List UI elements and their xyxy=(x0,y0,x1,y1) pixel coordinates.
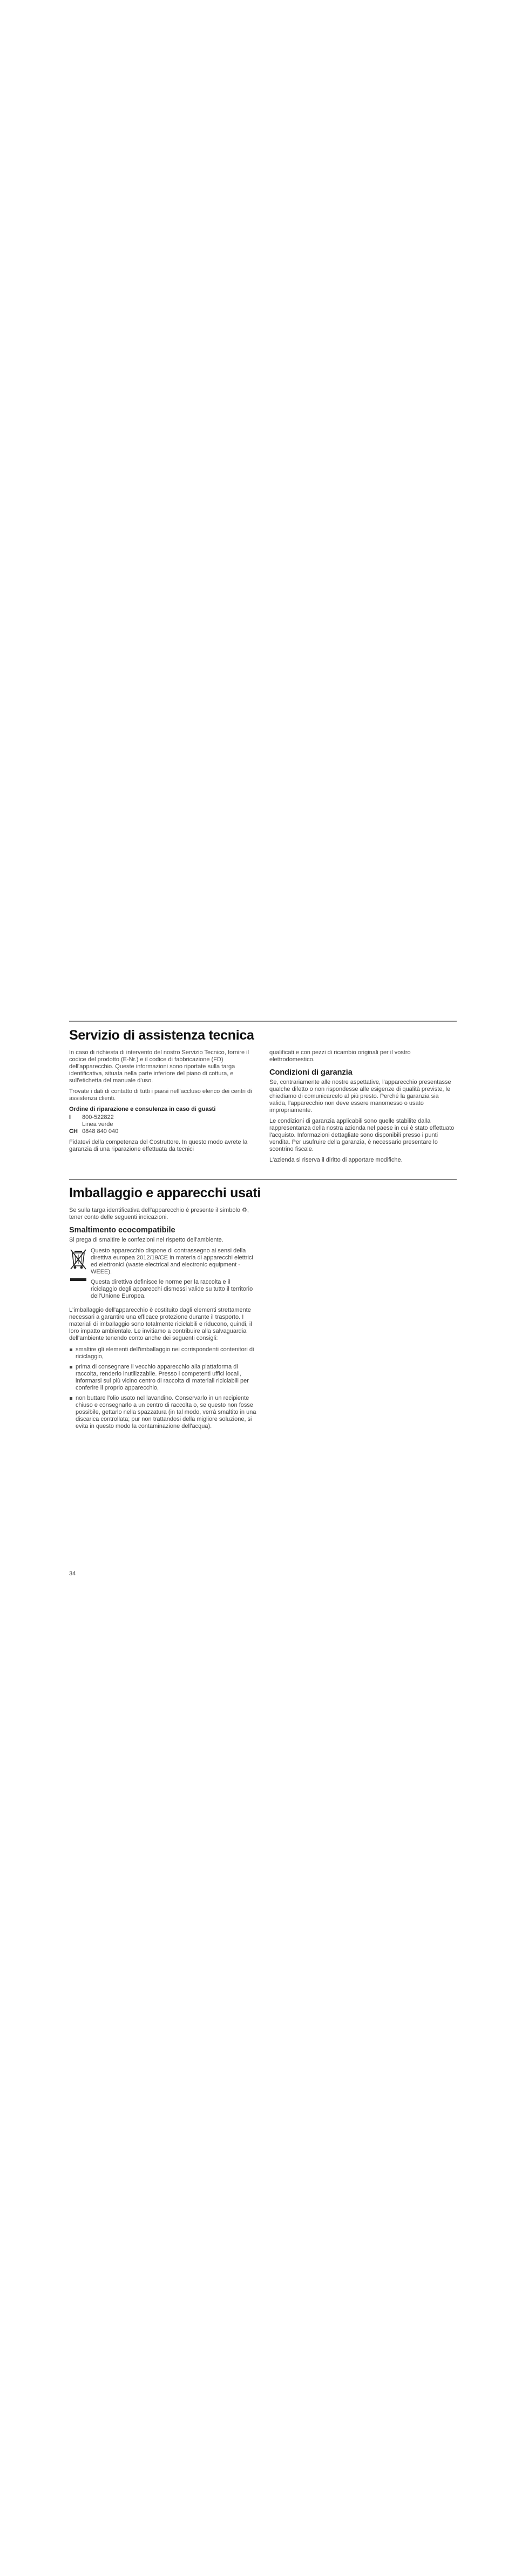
contact-row xyxy=(69,1128,258,1135)
weee-text xyxy=(91,1247,258,1303)
packaging-paragraph: Si prega di smaltire le confezioni nel rispetto dell'ambiente. xyxy=(69,1237,223,1243)
section-title-service: Servizio di assistenza tecnica xyxy=(69,1028,254,1043)
service-paragraph: qualificati e con pezzi di ricambio originali per il vostro elettrodomestico. xyxy=(269,1049,411,1063)
weee-block xyxy=(69,1247,258,1303)
weee-paragraph: Questa direttiva definisce le norme per la raccolta e il riciclaggio degli apparecchi dismessi valide su tutto il territorio dell'Unione Europea. xyxy=(91,1279,253,1299)
section-rule-service xyxy=(69,1021,457,1022)
warranty-heading: Condizioni di garanzia xyxy=(269,1068,353,1077)
contact-note: Linea verde xyxy=(82,1121,113,1128)
service-paragraph: In caso di richiesta di intervento del nostro Servizio Tecnico, fornire il codice del prodotto (E-Nr.) e il codice di fabbricazione (FD) dell'apparecchio. Queste informazioni sono riportate sulla targa identificativa, situata nella parte inferiore del piano di cottura, e sull'etichetta del manuale d'uso. xyxy=(69,1049,249,1084)
crossed-out-wheeled-bin-icon xyxy=(69,1247,91,1289)
packaging-paragraph: L'imballaggio dell'apparecchio è costituito dagli elementi strettamente necessari a garantire una efficace protezione durante il trasporto. I materiali di imballaggio sono totalmente riciclabili e riducono, quindi, il loro impatto ambientale. Le invitiamo a contribuire alla salvaguardia dell'ambiente tenendo conto anche dei seguenti consigli: xyxy=(69,1307,252,1341)
packaging-intro: Se sulla targa identificativa dell'apparecchio è presente il simbolo ♻, tener conto delle seguenti indicazioni. xyxy=(69,1207,249,1220)
contact-country: CH xyxy=(69,1128,78,1135)
service-right-column xyxy=(269,1049,457,1168)
list-item: non buttare l'olio usato nel lavandino. Conservarlo in un recipiente chiuso e consegnarlo a un centro di raccolta o, se questo non fosse possibile, gettarlo nella spazzatura (in tal modo, verrà smaltito in una discarica controllata; pur non trattandosi della migliore soluzione, si evita in questo modo la contaminazione dell'acqua). xyxy=(69,1395,258,1430)
disposal-heading: Smaltimento ecocompatibile xyxy=(69,1226,175,1235)
weee-paragraph: Questo apparecchio dispone di contrassegno ai sensi della direttiva europea 2012/19/CE in materia di apparecchi elettrici ed elettronici (waste electrical and electronic equipment - WEEE). xyxy=(91,1247,253,1275)
warranty-paragraph: L'azienda si riserva il diritto di apportare modifiche. xyxy=(269,1157,403,1163)
advice-list xyxy=(69,1346,258,1430)
list-item: smaltire gli elementi dell'imballaggio nei corrispondenti contenitori di riciclaggio, xyxy=(69,1346,258,1360)
contact-country: I xyxy=(69,1114,71,1121)
contact-phone: 800-522822 xyxy=(82,1114,114,1121)
contact-row xyxy=(69,1121,258,1128)
packaging-column xyxy=(69,1207,258,1433)
service-left-column xyxy=(69,1049,258,1157)
service-paragraph: Trovate i dati di contatto di tutti i paesi nell'accluso elenco dei centri di assistenza clienti. xyxy=(69,1088,252,1102)
contact-phone: 0848 840 040 xyxy=(82,1128,119,1135)
page-number: 34 xyxy=(69,1570,76,1577)
contact-row xyxy=(69,1114,258,1121)
service-paragraph: Fidatevi della competenza del Costruttore. In questo modo avrete la garanzia di una riparazione effettuata da tecnici xyxy=(69,1139,248,1152)
contacts-heading: Ordine di riparazione e consulenza in caso di guasti xyxy=(69,1106,216,1112)
list-item: prima di consegnare il vecchio apparecchio alla piattaforma di raccolta, renderlo inutilizzabile. Presso i competenti uffici locali, informarsi sul più vicino centro di raccolta di materiali riciclabili per conferire il proprio apparecchio, xyxy=(69,1364,258,1392)
section-rule-packaging xyxy=(69,1179,457,1180)
section-title-packaging: Imballaggio e apparecchi usati xyxy=(69,1185,261,1201)
warranty-paragraph: Le condizioni di garanzia applicabili sono quelle stabilite dalla rappresentanza della nostra azienda nel paese in cui è stato effettuato l'acquisto. Informazioni dettagliate sono disponibili presso i punti vendita. Per usufruire della garanzia, è necessario presentare lo scontrino fiscale. xyxy=(269,1118,455,1152)
warranty-paragraph: Se, contrariamente alle nostre aspettative, l'apparecchio presentasse qualche difetto o non rispondesse alle esigenze di qualità previste, le chiediamo di comunicarcelo al più presto. Perché la garanzia sia valida, l'apparecchio non deve essere manomesso o usato impropriamente. xyxy=(269,1079,451,1114)
